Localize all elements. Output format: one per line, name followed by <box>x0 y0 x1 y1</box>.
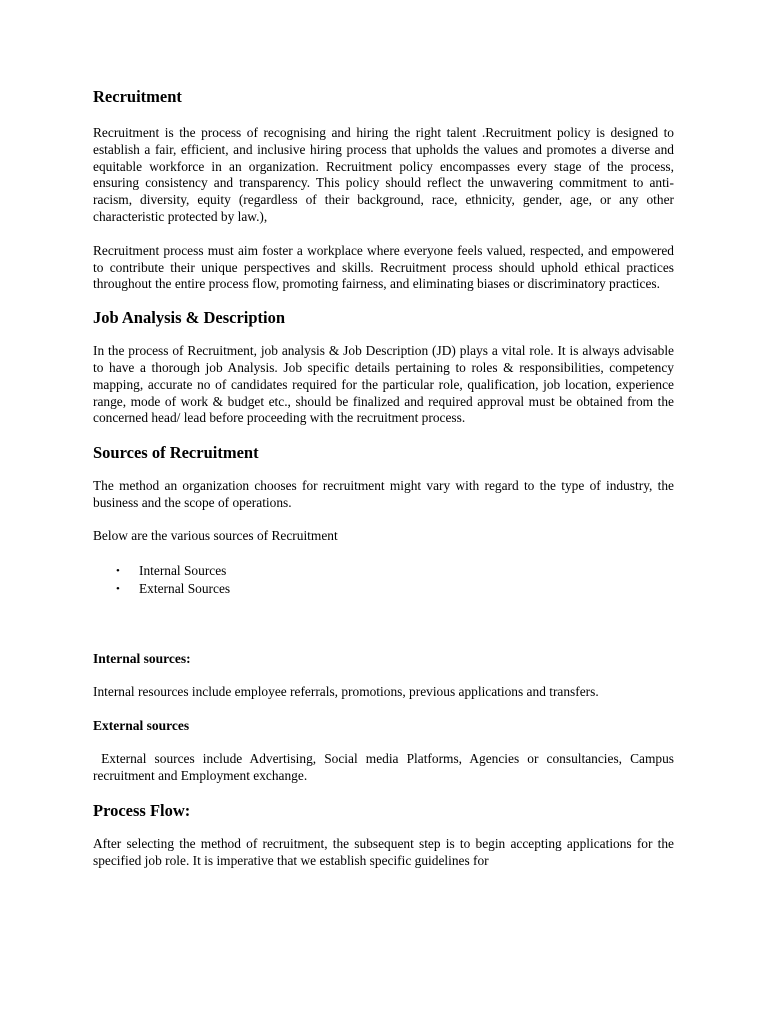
heading-external-sources: External sources <box>93 718 190 734</box>
bullet-icon: • <box>116 564 120 577</box>
paragraph-process-flow: After selecting the method of recruitment, the subsequent step is to begin accepting applications for the specified job role. It is imperative that we establish specific guidelines for <box>93 835 674 868</box>
heading-process-flow: Process Flow: <box>93 800 191 820</box>
document-page <box>93 87 678 870</box>
heading-recruitment: Recruitment <box>93 87 182 106</box>
heading-sources-of-recruitment: Sources of Recruitment <box>93 443 259 463</box>
heading-internal-sources: Internal sources: <box>93 650 191 666</box>
paragraph-sources-intro: Below are the various sources of Recruitment <box>93 527 338 543</box>
bullet-icon: • <box>116 582 120 595</box>
paragraph-recruitment-definition: Recruitment is the process of recognising and hiring the right talent .Recruitment policy is designed to establish a fair, efficient, and inclusive hiring process that upholds the values and promotes a diverse and equitable workforce in an organization. Recruitment policy encompasses every stage of the process, ensuring consistency and transparency. This policy should reflect the unwavering commitment to anti-racism, diversity, equity (regardless of their background, race, ethnicity, gender, age, or any other characteristic protected by law.), <box>93 125 674 224</box>
list-item: • External Sources <box>116 580 231 596</box>
paragraph-sources-method: The method an organization chooses for recruitment might vary with regard to the type of industry, the business and the scope of operations. <box>93 478 674 510</box>
sources-list <box>93 562 674 598</box>
paragraph-recruitment-process: Recruitment process must aim foster a workplace where everyone feels valued, respected, and empowered to contribute their unique perspectives and skills. Recruitment process should uphold ethical practices throughout the entire process flow, promoting fairness, and eliminating biases or discriminatory practices. <box>93 242 674 292</box>
paragraph-internal-sources: Internal resources include employee referrals, promotions, previous applications and transfers. <box>93 683 599 699</box>
paragraph-external-sources: External sources include Advertising, Social media Platforms, Agencies or consultancies, Campus recruitment and Employment exchange. <box>93 751 678 784</box>
list-item: • Internal Sources <box>116 562 227 578</box>
heading-job-analysis: Job Analysis & Description <box>93 308 286 328</box>
paragraph-job-analysis: In the process of Recruitment, job analysis & Job Description (JD) plays a vital role. It is always advisable to have a thorough job Analysis. Job specific details pertaining to roles & responsibilities, competency mapping, accurate no of candidates required for the particular role, qualification, job location, experience range, mode of work & budget etc., should be finalized and required approval must be obtained from the concerned head/ lead before proceeding with the recruitment process. <box>93 343 674 426</box>
